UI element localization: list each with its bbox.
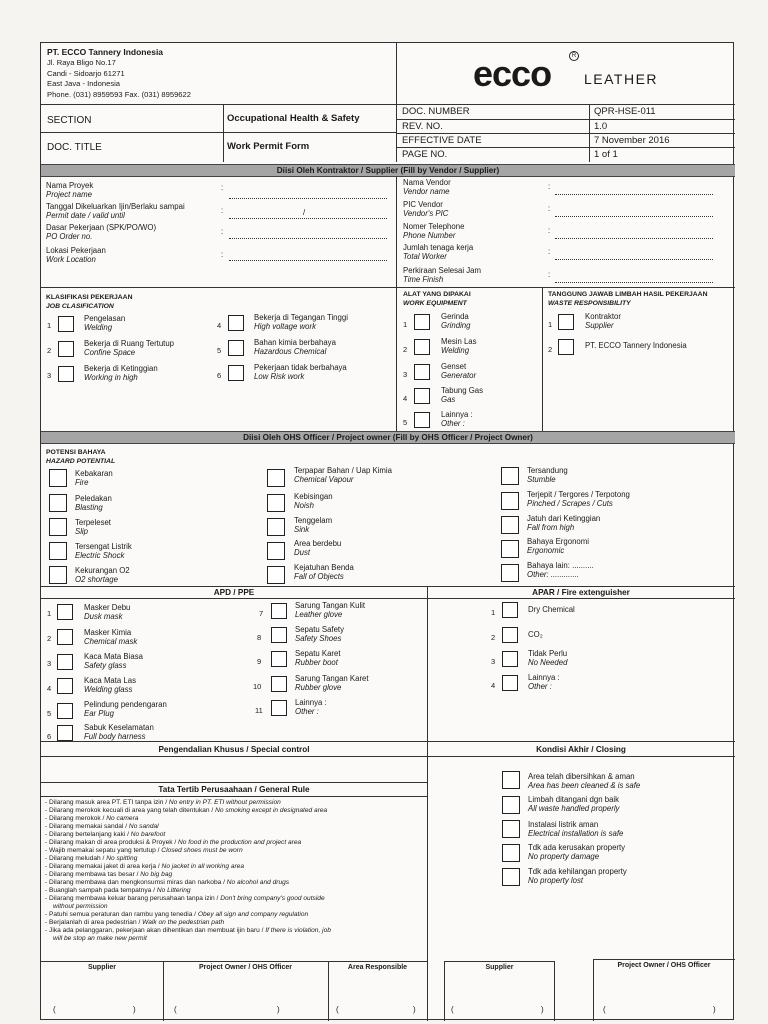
- colon: :: [221, 227, 224, 236]
- harness-checkbox[interactable]: [57, 725, 73, 741]
- rubber-glove-checkbox[interactable]: [271, 676, 287, 692]
- section-value: Occupational Health & Safety: [227, 113, 360, 124]
- field-label: Jumlah tenaga kerja Total Worker: [403, 243, 474, 261]
- not-needed-checkbox[interactable]: [502, 651, 518, 667]
- item-number: 11: [255, 706, 263, 715]
- address-line: Candi - Sidoarjo 61271: [47, 68, 125, 78]
- paren-close: ): [413, 1005, 416, 1014]
- item-number: 4: [491, 681, 496, 690]
- option-label: Limbah ditangani dgn baik All waste handled properly: [528, 795, 620, 813]
- divider: [41, 961, 427, 962]
- generator-checkbox[interactable]: [414, 364, 430, 380]
- paren-close: ): [541, 1005, 544, 1014]
- divider: [41, 598, 735, 599]
- welding-glass-checkbox[interactable]: [57, 678, 73, 694]
- fire-checkbox[interactable]: [49, 469, 67, 487]
- general-rule-title: Tata Tertib Perusaahaan / General Rule: [158, 785, 310, 794]
- item-number: 2: [491, 633, 496, 642]
- option-label: Mesin Las Welding: [441, 337, 477, 355]
- closing-title: Kondisi Akhir / Closing: [536, 745, 626, 754]
- page-no-label: PAGE NO.: [402, 149, 448, 160]
- low-risk-checkbox[interactable]: [228, 365, 244, 381]
- colon: :: [548, 204, 551, 213]
- option-label: Lainnya : Other :: [295, 698, 327, 716]
- rule-item: - Dilarang masuk area PT. ETI tanpa izin / No entry in PT. ETI without permission: [45, 799, 281, 806]
- rev-no-label: REV. NO.: [402, 121, 443, 132]
- option-label: Tersengat Listrik Electric Shock: [75, 542, 132, 560]
- option-label: Bahaya Ergonomi Ergonomic: [527, 537, 589, 555]
- company-name: PT. ECCO Tannery Indonesia: [47, 47, 164, 57]
- fall-of-objects-checkbox[interactable]: [267, 566, 285, 584]
- address-line: Phone. (031) 8959593 Fax. (031) 8959622: [47, 89, 191, 99]
- option-label: Kebakaran Fire: [75, 469, 113, 487]
- option-label: Lainnya : Other :: [441, 410, 473, 428]
- effective-date-value: 7 November 2016: [594, 135, 670, 146]
- item-number: 5: [47, 709, 52, 718]
- o2-shortage-checkbox[interactable]: [49, 566, 67, 584]
- item-number: 7: [259, 609, 264, 618]
- colon: :: [221, 206, 224, 215]
- item-number: 9: [257, 657, 262, 666]
- field-label: Nomer Telephone Phone Number: [403, 222, 465, 240]
- option-label: Tidak Perlu No Needed: [528, 649, 568, 667]
- high-voltage-checkbox[interactable]: [228, 315, 244, 331]
- equipment-title: ALAT YANG DIPAKAI WORK EQUIPMENT: [403, 291, 471, 307]
- ergonomic-checkbox[interactable]: [501, 540, 519, 558]
- work-permit-form: [40, 42, 734, 1020]
- item-number: 2: [403, 345, 408, 354]
- rule-item: - Wajib memakai sepatu yang tertutup / Closed shoes must be worn: [45, 847, 243, 854]
- rule-item: - Dilarang merokok kecuali di area yang telah ditentukan / No smoking except in designated area: [45, 807, 328, 814]
- leather-glove-checkbox[interactable]: [271, 603, 287, 619]
- rule-item: will be stop an make new permit: [53, 935, 147, 942]
- option-label: Terjepit / Tergores / Terpotong Pinched / Scrapes / Cuts: [527, 490, 630, 508]
- divider: [41, 782, 427, 783]
- colon: :: [548, 270, 551, 279]
- area-cleaned-checkbox[interactable]: [502, 771, 520, 789]
- option-label: Sepatu Safety Safety Shoes: [295, 625, 344, 643]
- option-label: Sarung Tangan Karet Rubber glove: [295, 674, 369, 692]
- field-label: Nama Vendor Vendor name: [403, 178, 451, 196]
- option-label: Pelindung pendengaran Ear Plug: [84, 700, 167, 718]
- option-label: Tdk ada kerusakan property No property damage: [528, 843, 626, 861]
- paren-open: (: [603, 1005, 606, 1014]
- option-label: Area telah dibersihkan & aman Area has been cleaned & is safe: [528, 772, 641, 790]
- doc-title-label: DOC. TITLE: [47, 142, 102, 153]
- option-label: Tdk ada kehilangan property No property lost: [528, 867, 627, 885]
- divider: [427, 586, 428, 741]
- other-equipment-checkbox[interactable]: [414, 412, 430, 428]
- divider: [223, 104, 224, 162]
- pinched-checkbox[interactable]: [501, 492, 519, 510]
- option-label: PT. ECCO Tannery Indonesia: [585, 341, 687, 350]
- hazard-title: POTENSI BAHAYA HAZARD POTENTIAL: [46, 449, 116, 465]
- slip-checkbox[interactable]: [49, 518, 67, 536]
- working-high-checkbox[interactable]: [58, 366, 74, 382]
- paren-close: ): [713, 1005, 716, 1014]
- field-label: Perkiraan Selesai Jam Time Finish: [403, 266, 482, 284]
- doc-number-label: DOC. NUMBER: [402, 106, 470, 117]
- item-number: 10: [253, 682, 262, 691]
- divider: [41, 741, 735, 742]
- option-label: Dry Chemical: [528, 605, 575, 614]
- item-number: 2: [47, 634, 52, 643]
- item-number: 3: [403, 370, 408, 379]
- field-label: Nama Proyek Project name: [46, 181, 94, 199]
- owner-sign-label: Project Owner / OHS Officer: [199, 964, 292, 971]
- option-label: Jatuh dari Ketinggian Fall from high: [527, 514, 601, 532]
- supplier-waste-checkbox[interactable]: [558, 314, 574, 330]
- effective-date-label: EFFECTIVE DATE: [402, 135, 482, 146]
- divider: [396, 287, 397, 431]
- grinding-checkbox[interactable]: [414, 314, 430, 330]
- vendor-band: Diisi Oleh Kontraktor / Supplier (Fill by Vendor / Supplier): [41, 164, 735, 177]
- option-label: Masker Kimia Chemical mask: [84, 628, 138, 646]
- other-hazard-checkbox[interactable]: [501, 564, 519, 582]
- option-label: Pengelasan Welding: [84, 314, 126, 332]
- rule-item: - Dilarang membawa keluar barang perusahaan tanpa izin / Don't bring company's good outside: [45, 895, 325, 902]
- option-label: Area berdebu Dust: [294, 539, 342, 557]
- item-number: 2: [47, 346, 52, 355]
- ppe-title: APD / PPE: [213, 588, 255, 597]
- chemical-vapour-checkbox[interactable]: [267, 469, 285, 487]
- hazardous-chemical-checkbox[interactable]: [228, 340, 244, 356]
- supplier-sign-label: Supplier: [87, 964, 116, 971]
- rubber-boot-checkbox[interactable]: [271, 651, 287, 667]
- welding-machine-checkbox[interactable]: [414, 339, 430, 355]
- vendor-pic-input[interactable]: [555, 216, 713, 217]
- po-order-input[interactable]: [229, 238, 387, 239]
- rule-item: - Buanglah sampah pada tempatnya / No Littering: [45, 887, 191, 894]
- confine-space-checkbox[interactable]: [58, 341, 74, 357]
- option-label: Pekerjaan tidak berbahaya Low Risk work: [254, 363, 347, 381]
- electrical-safe-checkbox[interactable]: [502, 820, 520, 838]
- divider: [396, 43, 397, 162]
- option-label: Genset Generator: [441, 362, 477, 380]
- item-number: 2: [548, 345, 553, 354]
- rule-item: - Dilarang bertelanjang kaki / No barefoot: [45, 831, 166, 838]
- paren-open: (: [53, 1005, 56, 1014]
- item-number: 1: [47, 321, 52, 330]
- option-label: Tenggelam Sink: [294, 516, 333, 534]
- rule-item: - Dilarang makan di area produksi & Proyek / No food in the production and project area: [45, 839, 302, 846]
- item-number: 8: [257, 633, 262, 642]
- special-control-title: Pengendalian Khusus / Special control: [158, 745, 310, 754]
- page-no-value: 1 of 1: [594, 149, 618, 160]
- owner-signature-field[interactable]: [163, 975, 328, 1021]
- other-ppe-checkbox[interactable]: [271, 700, 287, 716]
- ecco-waste-checkbox[interactable]: [558, 339, 574, 355]
- job-class-title: KLASIFIKASI PEKERJAAN JOB CLASIFICATION: [46, 294, 133, 310]
- option-label: Masker Debu Dusk mask: [84, 603, 131, 621]
- waste-handled-checkbox[interactable]: [502, 796, 520, 814]
- divider: [41, 586, 735, 587]
- address-line: Jl. Raya Bligo No.17: [47, 58, 116, 67]
- option-label: Sepatu Karet Rubber boot: [295, 649, 341, 667]
- sink-checkbox[interactable]: [267, 518, 285, 536]
- option-label: Kebisingan Noish: [294, 492, 333, 510]
- rule-item: - Jika ada pelanggaran, pekerjaan akan dihentikan dan membuat ijin baru / If there is violation, job: [45, 927, 331, 934]
- welding-checkbox[interactable]: [58, 316, 74, 332]
- time-finish-input[interactable]: [555, 282, 713, 283]
- item-number: 5: [403, 418, 408, 427]
- item-number: 1: [548, 320, 553, 329]
- option-label: Tabung Gas Gas: [441, 386, 484, 404]
- divider: [41, 287, 735, 288]
- rule-item: - Dilarang membawa tas besar / No big bag: [45, 871, 173, 878]
- ecco-logo: ecco: [473, 53, 552, 94]
- item-number: 5: [217, 346, 222, 355]
- colon: :: [221, 183, 224, 192]
- electric-shock-checkbox[interactable]: [49, 542, 67, 560]
- logo-subtitle: LEATHER: [584, 71, 659, 87]
- divider: [542, 287, 543, 431]
- item-number: 1: [403, 320, 408, 329]
- item-number: 1: [491, 608, 496, 617]
- divider: [41, 132, 396, 133]
- ohs-band: Diisi Oleh OHS Officer / Project owner (Fill by OHS Officer / Project Owner): [41, 431, 735, 444]
- blasting-checkbox[interactable]: [49, 494, 67, 512]
- section-label: SECTION: [47, 115, 92, 126]
- closing-owner-label: Project Owner / OHS Officer: [617, 962, 711, 969]
- chemical-mask-checkbox[interactable]: [57, 629, 73, 645]
- divider: [396, 119, 735, 120]
- colon: :: [548, 247, 551, 256]
- other-apar-checkbox[interactable]: [502, 675, 518, 691]
- field-label: Tanggal Dikeluarkan Ijin/Berlaku sampai Permit date / valid until: [46, 202, 185, 220]
- field-label: Lokasi Pekerjaan Work Location: [46, 246, 106, 264]
- rule-item: - Dilarang memakai sandal / No sandal: [45, 823, 159, 830]
- address-line: East Java - Indonesia: [47, 79, 121, 89]
- divider: [41, 104, 735, 105]
- closing-supplier-label: Supplier: [485, 964, 514, 971]
- divider: [427, 741, 428, 1021]
- work-location-input[interactable]: [229, 260, 387, 261]
- rule-item: - Patuhi semua peraturan dan rambu yang tenedia / Obey all sign and company regulation: [45, 911, 309, 918]
- gas-checkbox[interactable]: [414, 388, 430, 404]
- paren-open: (: [451, 1005, 454, 1014]
- option-label: Kaca Mata Las Welding glass: [84, 676, 137, 694]
- option-label: Lainnya : Other :: [528, 673, 560, 691]
- item-number: 3: [491, 657, 496, 666]
- dust-mask-checkbox[interactable]: [57, 604, 73, 620]
- paren-open: (: [174, 1005, 177, 1014]
- option-label: Bekerja di Tegangan Tinggi High voltage work: [254, 313, 348, 331]
- rule-item: without permission: [53, 903, 108, 910]
- company-address: [47, 58, 191, 100]
- item-number: 3: [47, 371, 52, 380]
- divider: [41, 756, 735, 757]
- colon: :: [548, 182, 551, 191]
- divider: [396, 177, 397, 287]
- phone-input[interactable]: [555, 238, 713, 239]
- paren-open: (: [336, 1005, 339, 1014]
- total-worker-input[interactable]: [555, 259, 713, 260]
- rule-item: - Berjalanlah di area pedestrian / Walk on the pedestrian path: [45, 919, 225, 926]
- rev-no-value: 1.0: [594, 121, 608, 132]
- stumble-checkbox[interactable]: [501, 467, 519, 485]
- item-number: 4: [403, 394, 408, 403]
- project-name-input[interactable]: [229, 198, 387, 199]
- item-number: 6: [47, 732, 52, 741]
- option-label: Kekurangan O2 O2 shortage: [75, 566, 130, 584]
- item-number: 4: [217, 321, 222, 330]
- dry-chemical-checkbox[interactable]: [502, 602, 518, 618]
- option-label: Kaca Mata Biasa Safety glass: [84, 652, 143, 670]
- option-label: Bekerja di Ketinggian Working in high: [84, 364, 158, 382]
- option-label: Peledakan Blasting: [75, 494, 112, 512]
- rule-item: - Dilarang meludah / No spitting: [45, 855, 138, 862]
- safety-shoes-checkbox[interactable]: [271, 627, 287, 643]
- registered-mark-icon: R: [569, 51, 579, 61]
- option-label: Sabuk Keselamatan Full body harness: [84, 723, 154, 741]
- ear-plug-checkbox[interactable]: [57, 703, 73, 719]
- divider: [41, 796, 427, 797]
- area-sign-label: Area Responsible: [347, 964, 408, 971]
- no-lost-checkbox[interactable]: [502, 868, 520, 886]
- divider: [396, 147, 735, 148]
- rule-item: - Dilarang memakai jaket di area kerja / No jacket in all working area: [45, 863, 245, 870]
- item-number: 3: [47, 659, 52, 668]
- option-label: Tersandung Stumble: [527, 466, 568, 484]
- area-signature-field[interactable]: [328, 975, 427, 1021]
- safety-glass-checkbox[interactable]: [57, 654, 73, 670]
- vendor-name-input[interactable]: [555, 194, 713, 195]
- colon: :: [221, 250, 224, 259]
- fall-from-high-checkbox[interactable]: [501, 516, 519, 534]
- item-number: 6: [217, 371, 222, 380]
- option-label: Terpeleset Slip: [75, 518, 111, 536]
- date-separator: /: [303, 208, 306, 217]
- option-label: CO₂: [528, 630, 543, 639]
- item-number: 4: [47, 684, 52, 693]
- dust-checkbox[interactable]: [267, 542, 285, 560]
- field-label: Dasar Pekerjaan (SPK/PO/WO) PO Order no.: [46, 223, 157, 241]
- option-label: Sarung Tangan Kulit Leather glove: [295, 601, 366, 619]
- paren-close: ): [277, 1005, 280, 1014]
- paren-close: ): [133, 1005, 136, 1014]
- option-label: Gerinda Grinding: [441, 312, 471, 330]
- option-label: Bahaya lain: .......... Other: .............: [527, 561, 594, 579]
- noise-checkbox[interactable]: [267, 494, 285, 512]
- colon: :: [548, 226, 551, 235]
- doc-number-value: QPR-HSE-011: [594, 106, 656, 117]
- item-number: 1: [47, 609, 52, 618]
- rule-item: - Dilarang merokok / No camera: [45, 815, 139, 822]
- apar-title: APAR / Fire extenguisher: [532, 588, 630, 597]
- waste-title: TANGGUNG JAWAB LIMBAH HASIL PEKERJAAN WASTE RESPONSIBILITY: [548, 291, 708, 307]
- permit-date-input[interactable]: [229, 218, 387, 219]
- option-label: Kejatuhan Benda Fall of Objects: [294, 563, 354, 581]
- doc-title-value: Work Permit Form: [227, 141, 310, 152]
- divider: [396, 133, 735, 134]
- no-damage-checkbox[interactable]: [502, 844, 520, 862]
- rule-item: - Dilarang membawa dan mengkonsumsi miras dan narkoba / No alcohol and drugs: [45, 879, 290, 886]
- option-label: Instalasi listrik aman Electrical installation is safe: [528, 820, 624, 838]
- option-label: Terpapar Bahan / Uap Kimia Chemical Vapour: [294, 466, 392, 484]
- option-label: Bahan kimia berbahaya Hazardous Chemical: [254, 338, 336, 356]
- option-label: Kontraktor Supplier: [585, 312, 621, 330]
- field-label: PIC Vendor Vendor's PIC: [403, 200, 449, 218]
- option-label: Bekerja di Ruang Tertutup Confine Space: [84, 339, 175, 357]
- co2-checkbox[interactable]: [502, 627, 518, 643]
- supplier-signature-field[interactable]: [41, 975, 163, 1021]
